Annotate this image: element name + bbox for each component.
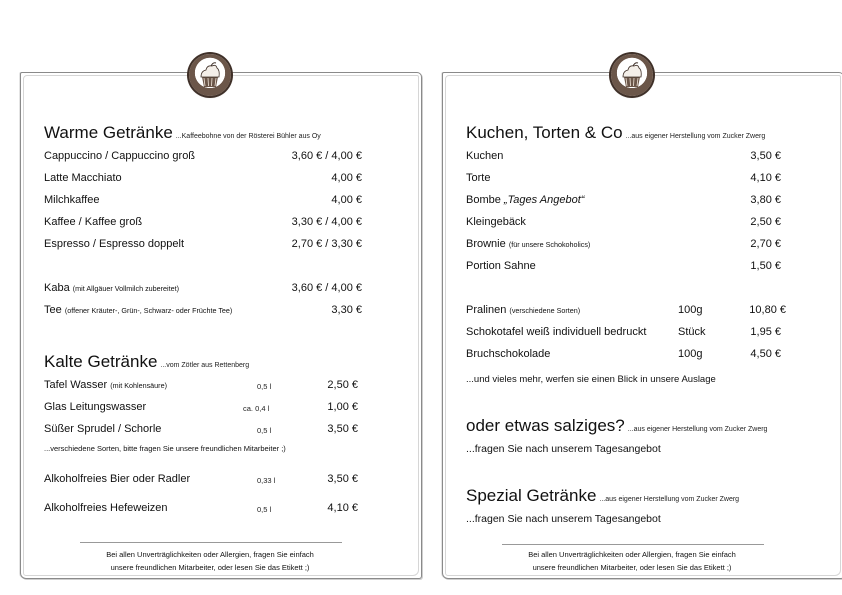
cold-drinks-note: ...vom Zötler aus Rettenberg [160, 362, 250, 369]
more-note: ...und vieles mehr, werfen sie einen Blick in unsere Auslage [466, 374, 716, 385]
menu-volume: 0,5 l [257, 426, 272, 435]
sorts-note: ...verschiedene Sorten, bitte fragen Sie unsere freundlichen Mitarbeiter ;) [44, 444, 286, 453]
menu-item: Torte [466, 172, 491, 184]
menu-item: Brownie (für unsere Schokoholics) [466, 238, 591, 250]
cupcake-logo-icon [611, 54, 653, 96]
menu-price: 1,00 € [327, 401, 358, 413]
menu-price: 4,10 € [327, 502, 358, 514]
menu-item: Cappuccino / Cappuccino groß [44, 150, 196, 162]
menu-item: Kaffee / Kaffee groß [44, 216, 143, 228]
menu-price: 1,95 € [750, 326, 781, 338]
cakes-heading [466, 123, 765, 143]
special-drinks-note: ...aus eigener Herstellung vom Zucker Zwerg [599, 496, 740, 503]
menu-price: 3,30 € [331, 304, 362, 316]
menu-price: 4,50 € [750, 348, 781, 360]
cakes-note: ...aus eigener Herstellung vom Zucker Zwerg [625, 133, 766, 140]
menu-price: 10,80 € [749, 304, 786, 316]
menu-price: 4,10 € [750, 172, 781, 184]
menu-item: Espresso / Espresso doppelt [44, 238, 185, 250]
menu-price: 3,50 € [750, 150, 781, 162]
menu-item: Pralinen (verschiedene Sorten) [466, 304, 581, 316]
cold-drinks-title: Kalte Getränke [44, 352, 158, 371]
menu-price: 3,60 € / 4,00 € [291, 150, 362, 162]
menu-item: Bruchschokolade [466, 348, 551, 360]
menu-item: Milchkaffee [44, 194, 100, 206]
footer-divider [502, 544, 764, 545]
cupcake-logo-icon [189, 54, 231, 96]
cakes-title: Kuchen, Torten & Co [466, 123, 623, 142]
cold-drinks-heading [44, 352, 249, 372]
menu-item-tee: Tee (offener Kräuter-, Grün-, Schwarz- oder Früchte Tee) [44, 304, 233, 316]
menu-volume: 0,5 l [257, 505, 272, 514]
salty-note: ...aus eigener Herstellung vom Zucker Zwerg [627, 426, 768, 433]
footer-divider [80, 542, 342, 543]
menu-price: 4,00 € [331, 194, 362, 206]
menu-item: Kleingebäck [466, 216, 526, 228]
menu-qty: 100g [678, 348, 703, 360]
menu-price: 1,50 € [750, 260, 781, 272]
menu-price: 3,30 € / 4,00 € [291, 216, 362, 228]
warm-drinks-heading [44, 123, 321, 143]
menu-price: 2,70 € / 3,30 € [291, 238, 362, 250]
menu-item: Schokotafel weiß individuell bedruckt [466, 326, 647, 338]
menu-volume: ca. 0,4 l [243, 404, 270, 413]
menu-price: 3,60 € / 4,00 € [291, 282, 362, 294]
special-drinks-heading [466, 486, 739, 506]
warm-drinks-title: Warme Getränke [44, 123, 173, 142]
menu-price: 2,70 € [750, 238, 781, 250]
menu-item: Süßer Sprudel / Schorle [44, 423, 162, 435]
salty-heading [466, 416, 767, 436]
menu-item: Tafel Wasser (mit Kohlensäure) [44, 379, 167, 391]
menu-volume: 0,33 l [257, 476, 276, 485]
menu-item: Kuchen [466, 150, 504, 162]
special-drinks-text: ...fragen Sie nach unserem Tagesangebot [466, 513, 661, 525]
menu-price: 3,50 € [327, 423, 358, 435]
menu-qty: 100g [678, 304, 703, 316]
menu-price: 2,50 € [750, 216, 781, 228]
menu-price: 3,80 € [750, 194, 781, 206]
menu-item-kaba: Kaba (mit Allgäuer Vollmilch zubereitet) [44, 282, 180, 294]
menu-item: Latte Macchiato [44, 172, 122, 184]
menu-item: Alkoholfreies Hefeweizen [44, 502, 168, 514]
menu-item: Alkoholfreies Bier oder Radler [44, 473, 191, 485]
menu-qty: Stück [678, 326, 706, 338]
warm-drinks-note: ...Kaffeebohne von der Rösterei Bühler aus Oy [175, 133, 321, 140]
menu-item: Glas Leitungswasser [44, 401, 147, 413]
special-drinks-title: Spezial Getränke [466, 486, 597, 505]
allergy-footer: Bei allen Unverträglichkeiten oder Allergien, fragen Sie einfach unsere freundlichen Mitarbeiter, oder lesen Sie das Etikett ;) [106, 550, 314, 572]
menu-price: 3,50 € [327, 473, 358, 485]
menu-price: 2,50 € [327, 379, 358, 391]
menu-item: Bombe „Tages Angebot“ [466, 194, 585, 206]
menu-price: 4,00 € [331, 172, 362, 184]
menu-volume: 0,5 l [257, 382, 272, 391]
menu-item: Portion Sahne [466, 260, 536, 272]
allergy-footer: Bei allen Unverträglichkeiten oder Allergien, fragen Sie einfach unsere freundlichen Mitarbeiter, oder lesen Sie das Etikett ;) [528, 550, 736, 572]
salty-title: oder etwas salziges? [466, 416, 625, 435]
salty-text: ...fragen Sie nach unserem Tagesangebot [466, 443, 661, 455]
